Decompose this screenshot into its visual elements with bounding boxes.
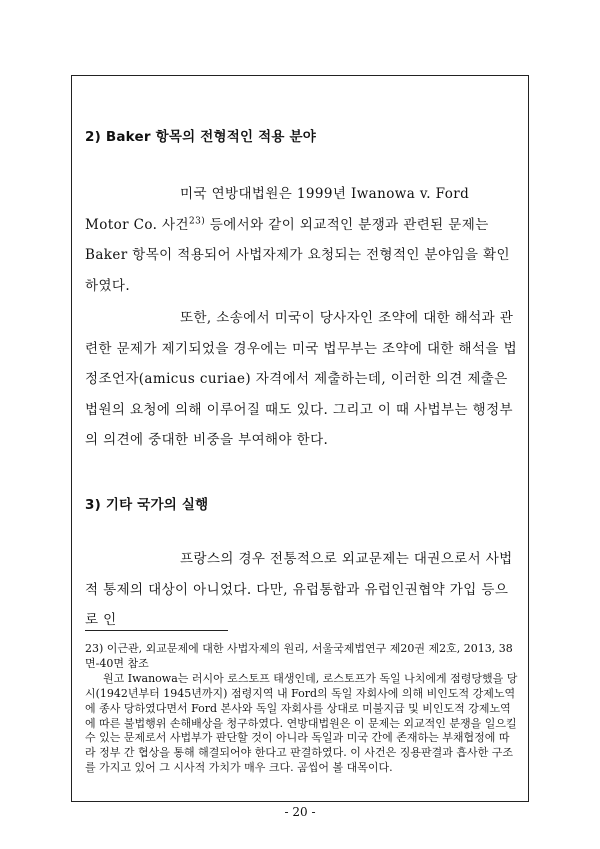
footnote-reference[interactable]: 23) (188, 216, 206, 226)
footnote-separator (85, 630, 228, 631)
paragraph-amicus-curiae (85, 303, 517, 456)
paragraph-france-practice (85, 544, 517, 636)
paragraph-text: 프랑스의 경우 전통적으로 외교문제는 대권으로서 사법적 통제의 대상이 아니었다. 다만, 유럽통합과 유럽인권협약 가입 등으로 인 (85, 551, 513, 628)
paragraph-iwanowa-case (85, 179, 517, 301)
paragraph-text: 미국 연방대법원은 1999년 Iwanowa v. Ford Motor Co. 사건 (85, 186, 470, 233)
footnote-number: 23) (85, 642, 104, 655)
page-number: - 20 - (284, 805, 316, 819)
footnote-23 (85, 642, 518, 776)
footnote-citation (85, 642, 518, 672)
paragraph-text: 또한, 소송에서 미국이 당사자인 조약에 대한 해석과 관련한 문제가 제기되었을 경우에는 미국 법무부는 조약에 대한 해석을 법정조언자(amicus curiae) 자격에서 제출하는데, 이러한 의견 제출은 법원의 요청에 의해 이루어질 때도 있다. 그리고 이 때 사법부는 행정부의 의견에 중대한 비중을 부여해야 한다. (85, 310, 518, 448)
section-heading-other-states: 3) 기타 국가의 실행 (85, 497, 209, 513)
section-heading-baker-application: 2) Baker 항목의 전형적인 적용 분야 (85, 129, 316, 145)
footnote-citation-text: 이근관, 외교문제에 대한 사법자제의 원리, 서울국제법연구 제20권 제2호, 2013, 38면-40면 참조 (85, 642, 513, 670)
footnote-body-text: 원고 Iwanowa는 러시아 로스토프 태생인데, 로스토프가 독일 나치에게 점령당했을 당시(1942년부터 1945년까지) 점령지역 내 Ford의 독일 자회사에 의해 비인도적 강제노역에 종사 당하였다면서 Ford 본사와 독일 자회사를 상대로 미불지급 및 비인도적 강제노역에 따른 불법행위 손해배상을 청구하였다. 연방대법원은 이 문제는 외교적인 분쟁을 일으킬 수 있는 문제로서 사법부가 판단할 것이 아니라 독일과 미국 간에 존재하는 부채협정에 따라 정부 간 협상을 통해 해결되어야 한다고 판결하였다. 이 사건은 징용판결과 흡사한 구조를 가지고 있어 그 시사적 가치가 매우 크다. 곰씹어 볼 대목이다. (85, 671, 518, 775)
paragraph-text: 등에서와 같이 외교적인 분쟁과 관련된 문제는 Baker 항목이 적용되어 사법자제가 요청되는 전형적인 분야임을 확인하였다. (85, 216, 510, 294)
footnote-body (85, 672, 518, 776)
